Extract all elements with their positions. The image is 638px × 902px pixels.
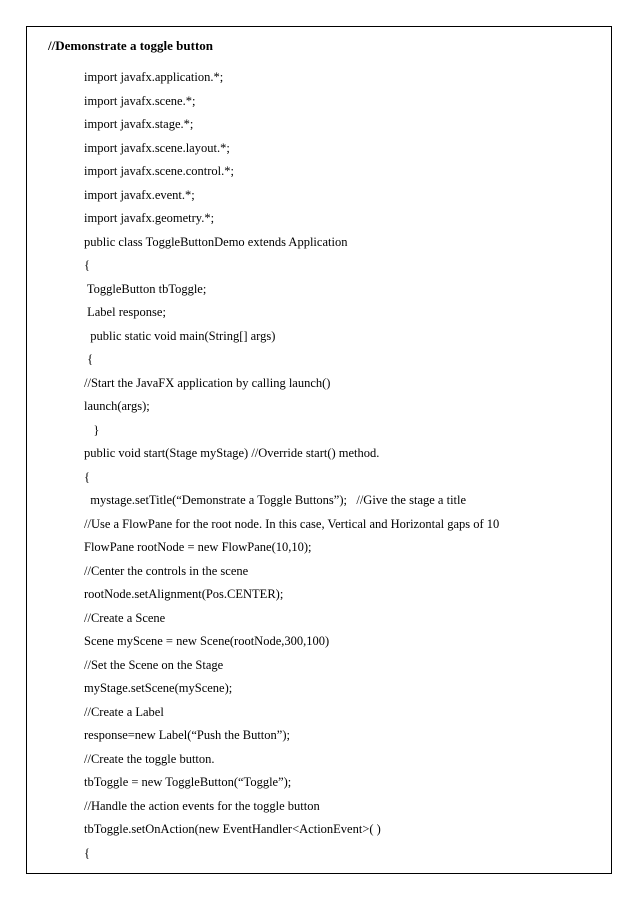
- code-line: {: [84, 258, 90, 272]
- code-line: {: [84, 352, 94, 366]
- code-line: mystage.setTitle(“Demonstrate a Toggle Buttons”); //Give the stage a title: [84, 493, 467, 507]
- document-title: //Demonstrate a toggle button: [48, 38, 214, 53]
- code-line: import javafx.geometry.*;: [84, 211, 215, 225]
- code-line: response=new Label(“Push the Button”);: [84, 728, 290, 742]
- code-line: //Start the JavaFX application by calling launch(): [84, 375, 331, 390]
- code-line: //Use a FlowPane for the root node. In this case, Vertical and Horizontal gaps of 10: [84, 516, 500, 531]
- code-line: import javafx.stage.*;: [84, 117, 194, 131]
- code-line: import javafx.scene.control.*;: [84, 164, 234, 178]
- code-line: //Set the Scene on the Stage: [84, 657, 224, 672]
- code-line: }: [84, 422, 100, 437]
- code-line: //Create a Scene: [84, 610, 166, 625]
- code-line: rootNode.setAlignment(Pos.CENTER);: [84, 587, 284, 601]
- code-line: import javafx.application.*;: [84, 70, 224, 84]
- code-line: Label response;: [84, 305, 166, 319]
- code-line: //Create a Label: [84, 704, 164, 719]
- code-line: launch(args);: [84, 399, 150, 413]
- code-line: public static void main(String[] args): [84, 328, 276, 343]
- code-line: public class ToggleButtonDemo extends Application: [84, 234, 348, 249]
- code-line: FlowPane rootNode = new FlowPane(10,10);: [84, 540, 312, 554]
- code-line: tbToggle.setOnAction(new EventHandler<ActionEvent>( ): [84, 822, 381, 836]
- code-line: //Handle the action events for the toggle button: [84, 798, 320, 813]
- code-line: //Create the toggle button.: [84, 751, 215, 766]
- code-line: ToggleButton tbToggle;: [84, 281, 207, 296]
- code-line: {: [84, 469, 90, 484]
- code-line: //Center the controls in the scene: [84, 563, 249, 578]
- code-line: import javafx.scene.*;: [84, 93, 196, 108]
- code-line: import javafx.scene.layout.*;: [84, 140, 230, 155]
- code-line: public void start(Stage myStage) //Override start() method.: [84, 446, 380, 460]
- code-line: myStage.setScene(myScene);: [84, 681, 233, 695]
- code-line: {: [84, 845, 90, 860]
- code-line: Scene myScene = new Scene(rootNode,300,100): [84, 634, 330, 648]
- code-line: tbToggle = new ToggleButton(“Toggle”);: [84, 775, 292, 789]
- code-line: import javafx.event.*;: [84, 187, 195, 202]
